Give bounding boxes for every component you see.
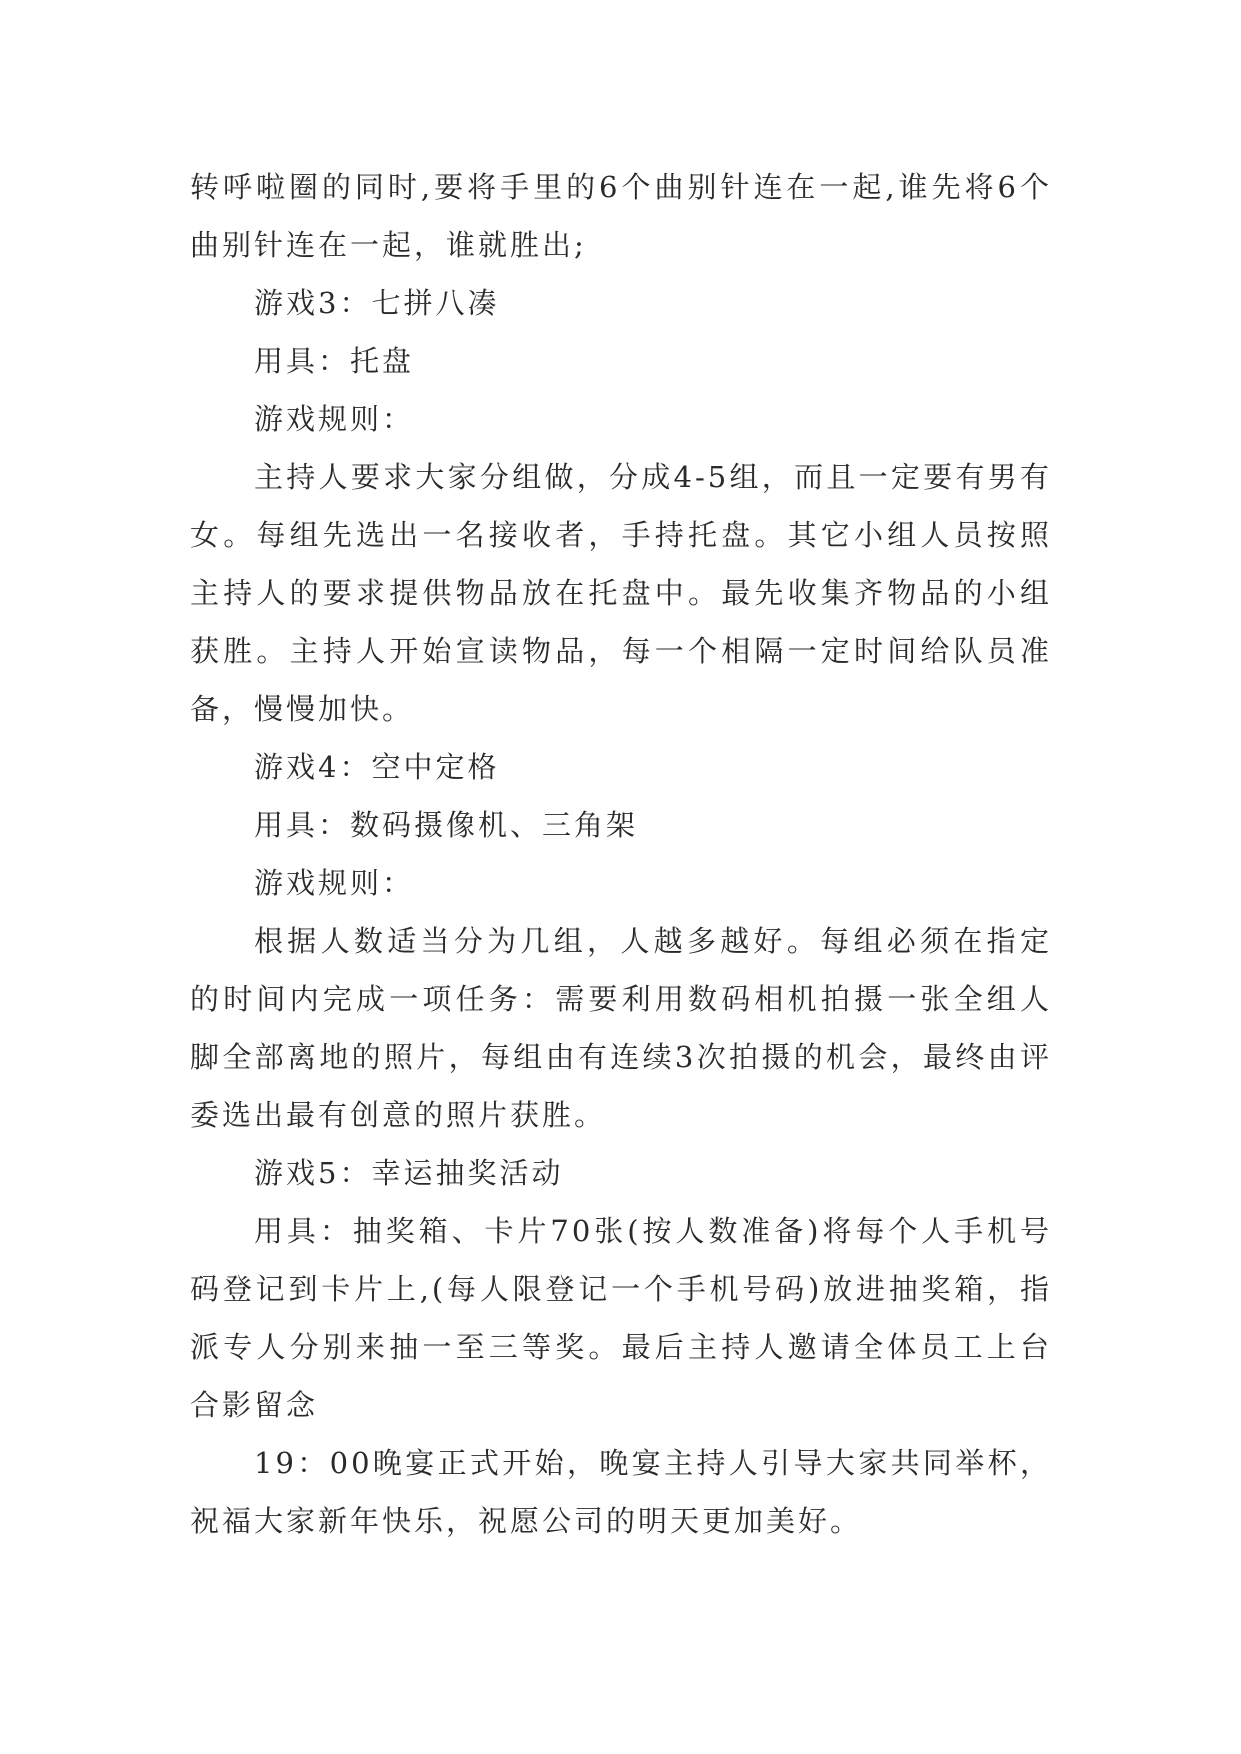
- game-4-title: 游戏4：空中定格: [254, 750, 500, 784]
- game-5-equipment-and-rules: 用具：抽奖箱、卡片70张(按人数准备)将每个人手机号码登记到卡片上,(每人限登记一个手机号码)放进抽奖箱，指派专人分别来抽一至三等奖。最后主持人邀请全体员工上台合影留念: [190, 1214, 1052, 1422]
- document-body: [190, 158, 1052, 1550]
- game-5-title: 游戏5：幸运抽奖活动: [254, 1156, 564, 1190]
- game-4-rules-heading: 游戏规则：: [254, 866, 415, 900]
- game-4-equipment: 用具：数码摄像机、三角架: [254, 808, 639, 842]
- dinner-schedule-paragraph: 19：00晚宴正式开始，晚宴主持人引导大家共同举杯，祝福大家新年快乐，祝愿公司的明天更加美好。: [190, 1446, 1052, 1538]
- game-4-rules-text: 根据人数适当分为几组，人越多越好。每组必须在指定的时间内完成一项任务：需要利用数码相机拍摄一张全组人脚全部离地的照片，每组由有连续3次拍摄的机会，最终由评委选出最有创意的照片获胜。: [190, 924, 1052, 1132]
- game-3-title: 游戏3：七拼八凑: [254, 286, 500, 320]
- game-3-rules-heading: 游戏规则：: [254, 402, 415, 436]
- game-3-equipment: 用具：托盘: [254, 344, 415, 378]
- game-3-rules-text: 主持人要求大家分组做，分成4-5组，而且一定要有男有女。每组先选出一名接收者，手持托盘。其它小组人员按照主持人的要求提供物品放在托盘中。最先收集齐物品的小组获胜。主持人开始宣读物品，每一个相隔一定时间给队员准备，慢慢加快。: [190, 460, 1052, 726]
- paragraph-continuation: 转呼啦圈的同时,要将手里的6个曲别针连在一起,谁先将6个曲别针连在一起，谁就胜出;: [190, 170, 1052, 262]
